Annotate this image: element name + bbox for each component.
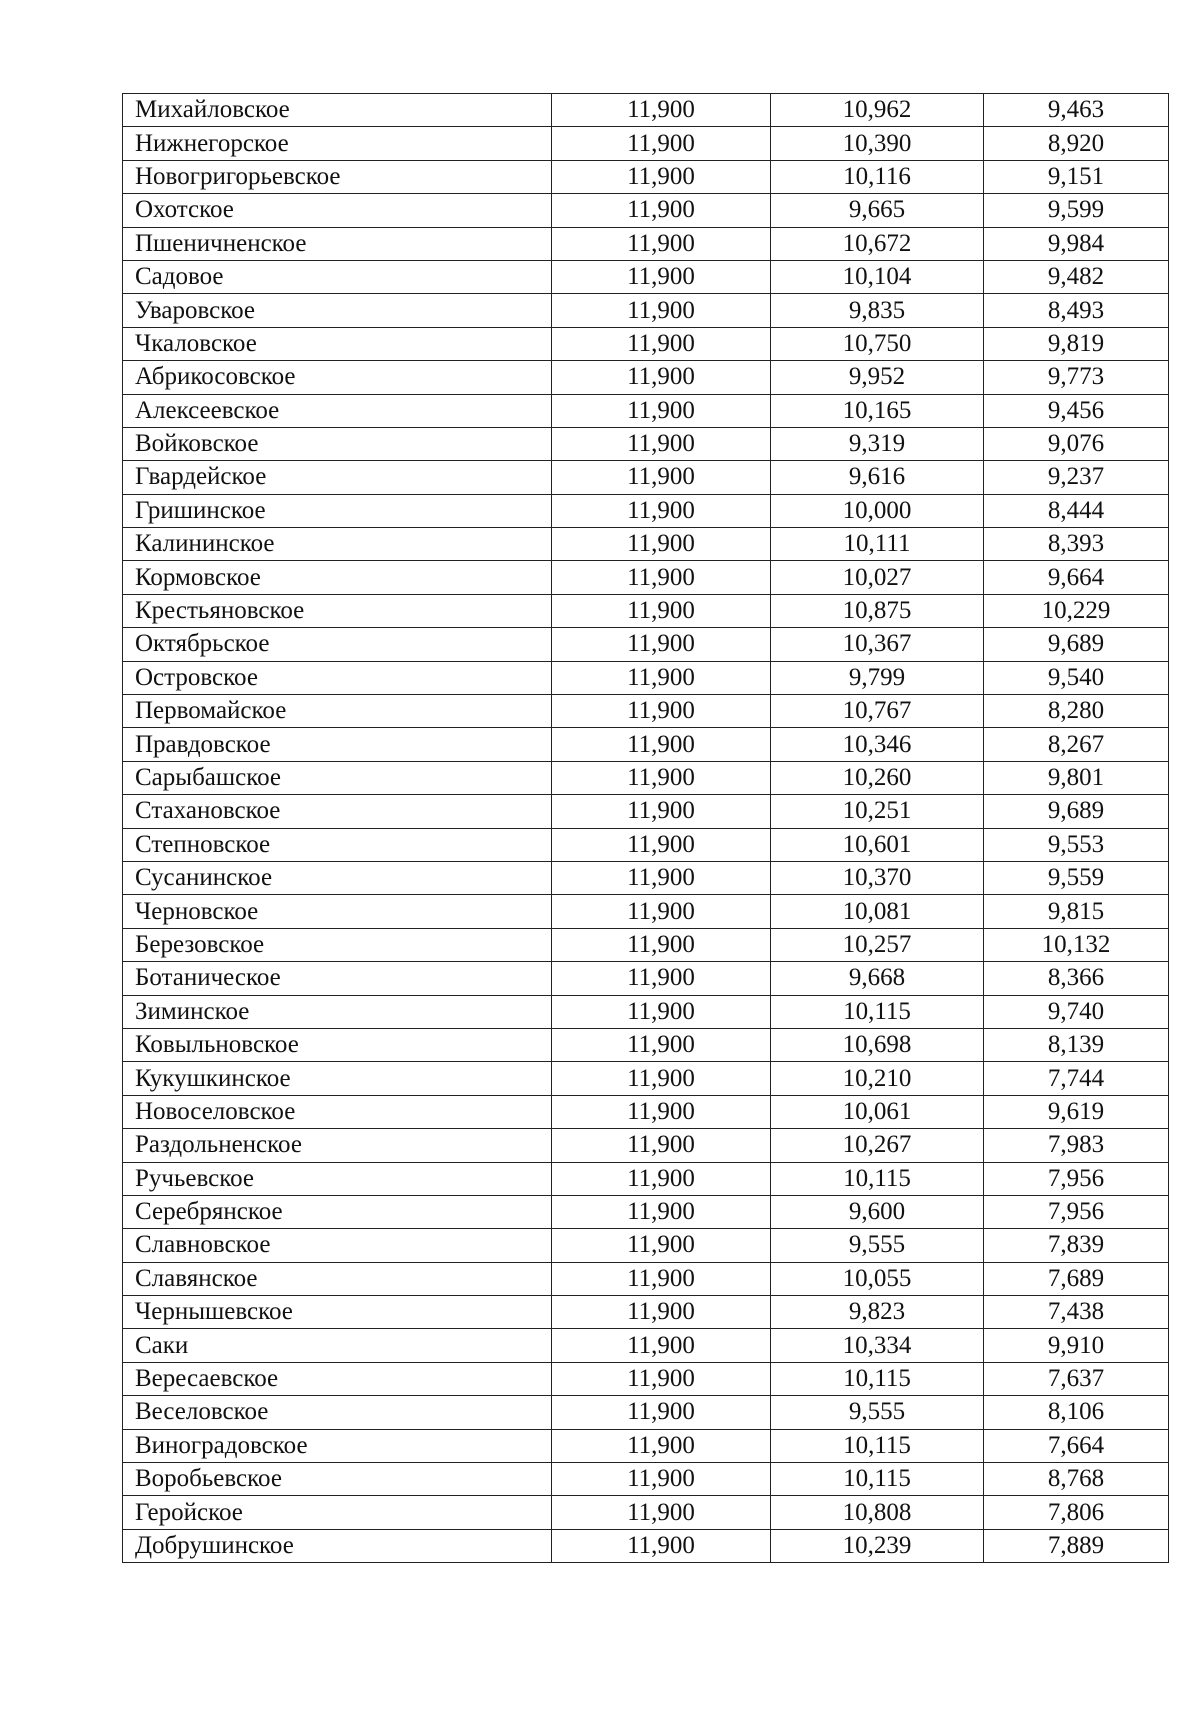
value-cell-1: 11,900 xyxy=(552,561,771,594)
settlements-table xyxy=(122,93,1169,1563)
value-cell-3: 9,819 xyxy=(984,327,1169,360)
value-cell-1: 11,900 xyxy=(552,294,771,327)
value-cell-2: 10,251 xyxy=(771,795,984,828)
table-row xyxy=(123,1062,1169,1095)
value-cell-1: 11,900 xyxy=(552,1229,771,1262)
table-row xyxy=(123,895,1169,928)
value-cell-2: 9,555 xyxy=(771,1396,984,1429)
table-row xyxy=(123,1463,1169,1496)
settlement-name-cell: Раздольненское xyxy=(123,1129,552,1162)
settlement-name-cell: Кукушкинское xyxy=(123,1062,552,1095)
value-cell-2: 10,116 xyxy=(771,160,984,193)
value-cell-3: 9,076 xyxy=(984,427,1169,460)
settlement-name-cell: Первомайское xyxy=(123,695,552,728)
settlement-name-cell: Воробьевское xyxy=(123,1463,552,1496)
settlement-name-cell: Абрикосовское xyxy=(123,361,552,394)
value-cell-2: 9,668 xyxy=(771,962,984,995)
value-cell-3: 7,956 xyxy=(984,1162,1169,1195)
value-cell-1: 11,900 xyxy=(552,94,771,127)
value-cell-1: 11,900 xyxy=(552,194,771,227)
value-cell-3: 10,132 xyxy=(984,928,1169,961)
value-cell-1: 11,900 xyxy=(552,962,771,995)
value-cell-3: 8,768 xyxy=(984,1463,1169,1496)
value-cell-3: 7,637 xyxy=(984,1362,1169,1395)
value-cell-1: 11,900 xyxy=(552,1162,771,1195)
table-row xyxy=(123,1095,1169,1128)
table-row xyxy=(123,761,1169,794)
settlement-name-cell: Березовское xyxy=(123,928,552,961)
value-cell-2: 10,750 xyxy=(771,327,984,360)
settlement-name-cell: Геройское xyxy=(123,1496,552,1529)
settlement-name-cell: Нижнегорское xyxy=(123,127,552,160)
table-row xyxy=(123,1362,1169,1395)
settlement-name-cell: Виноградовское xyxy=(123,1429,552,1462)
value-cell-1: 11,900 xyxy=(552,494,771,527)
settlement-name-cell: Саки xyxy=(123,1329,552,1362)
value-cell-3: 9,559 xyxy=(984,861,1169,894)
table-row xyxy=(123,260,1169,293)
table-row xyxy=(123,361,1169,394)
value-cell-2: 10,962 xyxy=(771,94,984,127)
settlement-name-cell: Михайловское xyxy=(123,94,552,127)
value-cell-3: 8,444 xyxy=(984,494,1169,527)
table-row xyxy=(123,327,1169,360)
value-cell-1: 11,900 xyxy=(552,1296,771,1329)
value-cell-1: 11,900 xyxy=(552,1529,771,1562)
value-cell-2: 10,061 xyxy=(771,1095,984,1128)
value-cell-2: 10,115 xyxy=(771,1162,984,1195)
value-cell-2: 10,698 xyxy=(771,1028,984,1061)
value-cell-2: 10,055 xyxy=(771,1262,984,1295)
value-cell-1: 11,900 xyxy=(552,1496,771,1529)
value-cell-2: 10,115 xyxy=(771,1362,984,1395)
settlement-name-cell: Веселовское xyxy=(123,1396,552,1429)
value-cell-1: 11,900 xyxy=(552,361,771,394)
value-cell-1: 11,900 xyxy=(552,260,771,293)
value-cell-3: 7,839 xyxy=(984,1229,1169,1262)
value-cell-1: 11,900 xyxy=(552,1463,771,1496)
table-row xyxy=(123,561,1169,594)
table-row xyxy=(123,1396,1169,1429)
value-cell-2: 9,600 xyxy=(771,1195,984,1228)
value-cell-1: 11,900 xyxy=(552,327,771,360)
value-cell-2: 10,104 xyxy=(771,260,984,293)
value-cell-3: 9,910 xyxy=(984,1329,1169,1362)
table-row xyxy=(123,1195,1169,1228)
value-cell-2: 10,808 xyxy=(771,1496,984,1529)
value-cell-1: 11,900 xyxy=(552,861,771,894)
settlement-name-cell: Кормовское xyxy=(123,561,552,594)
value-cell-3: 9,984 xyxy=(984,227,1169,260)
value-cell-2: 10,267 xyxy=(771,1129,984,1162)
value-cell-2: 10,346 xyxy=(771,728,984,761)
table-row xyxy=(123,1229,1169,1262)
value-cell-2: 9,952 xyxy=(771,361,984,394)
value-cell-3: 7,744 xyxy=(984,1062,1169,1095)
value-cell-2: 9,665 xyxy=(771,194,984,227)
settlement-name-cell: Вересаевское xyxy=(123,1362,552,1395)
value-cell-2: 10,370 xyxy=(771,861,984,894)
table-row xyxy=(123,427,1169,460)
settlement-name-cell: Октябрьское xyxy=(123,628,552,661)
value-cell-2: 9,616 xyxy=(771,461,984,494)
value-cell-2: 10,115 xyxy=(771,1463,984,1496)
value-cell-3: 7,806 xyxy=(984,1496,1169,1529)
table-row xyxy=(123,1529,1169,1562)
value-cell-3: 7,889 xyxy=(984,1529,1169,1562)
value-cell-3: 9,237 xyxy=(984,461,1169,494)
table-row xyxy=(123,194,1169,227)
value-cell-1: 11,900 xyxy=(552,1429,771,1462)
value-cell-3: 7,956 xyxy=(984,1195,1169,1228)
table-row xyxy=(123,1496,1169,1529)
table-row xyxy=(123,127,1169,160)
value-cell-3: 9,151 xyxy=(984,160,1169,193)
table-row xyxy=(123,1429,1169,1462)
value-cell-3: 9,456 xyxy=(984,394,1169,427)
value-cell-2: 10,115 xyxy=(771,995,984,1028)
table-row xyxy=(123,94,1169,127)
value-cell-1: 11,900 xyxy=(552,761,771,794)
value-cell-2: 10,239 xyxy=(771,1529,984,1562)
table-row xyxy=(123,628,1169,661)
table-row xyxy=(123,728,1169,761)
value-cell-1: 11,900 xyxy=(552,461,771,494)
value-cell-1: 11,900 xyxy=(552,928,771,961)
value-cell-2: 10,257 xyxy=(771,928,984,961)
value-cell-2: 10,334 xyxy=(771,1329,984,1362)
value-cell-3: 7,689 xyxy=(984,1262,1169,1295)
table-row xyxy=(123,227,1169,260)
settlement-name-cell: Новогригорьевское xyxy=(123,160,552,193)
settlement-name-cell: Гвардейское xyxy=(123,461,552,494)
settlement-name-cell: Степновское xyxy=(123,828,552,861)
value-cell-1: 11,900 xyxy=(552,127,771,160)
value-cell-1: 11,900 xyxy=(552,795,771,828)
value-cell-3: 8,920 xyxy=(984,127,1169,160)
value-cell-3: 9,801 xyxy=(984,761,1169,794)
settlement-name-cell: Ковыльновское xyxy=(123,1028,552,1061)
settlement-name-cell: Алексеевское xyxy=(123,394,552,427)
settlement-name-cell: Войковское xyxy=(123,427,552,460)
settlement-name-cell: Сарыбашское xyxy=(123,761,552,794)
table-row xyxy=(123,594,1169,627)
value-cell-2: 9,799 xyxy=(771,661,984,694)
value-cell-1: 11,900 xyxy=(552,628,771,661)
value-cell-3: 9,619 xyxy=(984,1095,1169,1128)
value-cell-1: 11,900 xyxy=(552,160,771,193)
settlements-table-body xyxy=(123,94,1169,1563)
settlement-name-cell: Крестьяновское xyxy=(123,594,552,627)
value-cell-1: 11,900 xyxy=(552,227,771,260)
value-cell-1: 11,900 xyxy=(552,394,771,427)
table-row xyxy=(123,995,1169,1028)
table-row xyxy=(123,528,1169,561)
table-row xyxy=(123,962,1169,995)
table-row xyxy=(123,795,1169,828)
value-cell-3: 9,689 xyxy=(984,628,1169,661)
settlement-name-cell: Сусанинское xyxy=(123,861,552,894)
value-cell-1: 11,900 xyxy=(552,1329,771,1362)
value-cell-2: 10,210 xyxy=(771,1062,984,1095)
value-cell-3: 10,229 xyxy=(984,594,1169,627)
value-cell-3: 8,267 xyxy=(984,728,1169,761)
value-cell-3: 8,139 xyxy=(984,1028,1169,1061)
settlement-name-cell: Калининское xyxy=(123,528,552,561)
value-cell-1: 11,900 xyxy=(552,1095,771,1128)
table-row xyxy=(123,1129,1169,1162)
value-cell-2: 10,875 xyxy=(771,594,984,627)
settlement-name-cell: Ручьевское xyxy=(123,1162,552,1195)
settlement-name-cell: Стахановское xyxy=(123,795,552,828)
value-cell-3: 9,740 xyxy=(984,995,1169,1028)
settlement-name-cell: Добрушинское xyxy=(123,1529,552,1562)
value-cell-2: 9,835 xyxy=(771,294,984,327)
value-cell-1: 11,900 xyxy=(552,528,771,561)
settlement-name-cell: Садовое xyxy=(123,260,552,293)
value-cell-1: 11,900 xyxy=(552,427,771,460)
value-cell-3: 9,553 xyxy=(984,828,1169,861)
value-cell-1: 11,900 xyxy=(552,1129,771,1162)
value-cell-2: 10,165 xyxy=(771,394,984,427)
table-row xyxy=(123,494,1169,527)
value-cell-2: 10,390 xyxy=(771,127,984,160)
table-row xyxy=(123,1028,1169,1061)
settlement-name-cell: Чкаловское xyxy=(123,327,552,360)
table-row xyxy=(123,928,1169,961)
table-row xyxy=(123,160,1169,193)
settlement-name-cell: Островское xyxy=(123,661,552,694)
value-cell-2: 10,367 xyxy=(771,628,984,661)
value-cell-1: 11,900 xyxy=(552,728,771,761)
value-cell-3: 9,599 xyxy=(984,194,1169,227)
value-cell-1: 11,900 xyxy=(552,594,771,627)
table-row xyxy=(123,1329,1169,1362)
settlement-name-cell: Охотское xyxy=(123,194,552,227)
value-cell-3: 9,463 xyxy=(984,94,1169,127)
value-cell-3: 7,438 xyxy=(984,1296,1169,1329)
settlement-name-cell: Правдовское xyxy=(123,728,552,761)
value-cell-1: 11,900 xyxy=(552,828,771,861)
value-cell-3: 8,106 xyxy=(984,1396,1169,1429)
settlement-name-cell: Уваровское xyxy=(123,294,552,327)
settlement-name-cell: Черновское xyxy=(123,895,552,928)
value-cell-1: 11,900 xyxy=(552,1362,771,1395)
value-cell-1: 11,900 xyxy=(552,695,771,728)
value-cell-1: 11,900 xyxy=(552,1262,771,1295)
value-cell-3: 8,280 xyxy=(984,695,1169,728)
value-cell-1: 11,900 xyxy=(552,895,771,928)
value-cell-2: 10,115 xyxy=(771,1429,984,1462)
value-cell-2: 10,601 xyxy=(771,828,984,861)
value-cell-2: 10,081 xyxy=(771,895,984,928)
value-cell-3: 9,773 xyxy=(984,361,1169,394)
value-cell-2: 10,111 xyxy=(771,528,984,561)
settlement-name-cell: Ботаническое xyxy=(123,962,552,995)
table-row xyxy=(123,1162,1169,1195)
value-cell-3: 8,493 xyxy=(984,294,1169,327)
value-cell-1: 11,900 xyxy=(552,1062,771,1095)
value-cell-3: 9,815 xyxy=(984,895,1169,928)
value-cell-1: 11,900 xyxy=(552,995,771,1028)
table-row xyxy=(123,394,1169,427)
value-cell-2: 10,767 xyxy=(771,695,984,728)
settlement-name-cell: Серебрянское xyxy=(123,1195,552,1228)
settlement-name-cell: Славновское xyxy=(123,1229,552,1262)
value-cell-1: 11,900 xyxy=(552,1028,771,1061)
settlement-name-cell: Новоселовское xyxy=(123,1095,552,1128)
value-cell-2: 10,672 xyxy=(771,227,984,260)
table-row xyxy=(123,1262,1169,1295)
value-cell-1: 11,900 xyxy=(552,661,771,694)
table-row xyxy=(123,861,1169,894)
value-cell-2: 10,000 xyxy=(771,494,984,527)
value-cell-2: 9,319 xyxy=(771,427,984,460)
value-cell-3: 7,983 xyxy=(984,1129,1169,1162)
table-row xyxy=(123,695,1169,728)
value-cell-3: 9,540 xyxy=(984,661,1169,694)
table-row xyxy=(123,661,1169,694)
value-cell-3: 9,482 xyxy=(984,260,1169,293)
value-cell-2: 9,823 xyxy=(771,1296,984,1329)
value-cell-3: 9,664 xyxy=(984,561,1169,594)
value-cell-3: 8,366 xyxy=(984,962,1169,995)
value-cell-3: 9,689 xyxy=(984,795,1169,828)
value-cell-3: 7,664 xyxy=(984,1429,1169,1462)
value-cell-2: 9,555 xyxy=(771,1229,984,1262)
settlement-name-cell: Пшеничненское xyxy=(123,227,552,260)
settlement-name-cell: Чернышевское xyxy=(123,1296,552,1329)
value-cell-3: 8,393 xyxy=(984,528,1169,561)
settlement-name-cell: Гришинское xyxy=(123,494,552,527)
value-cell-2: 10,027 xyxy=(771,561,984,594)
settlement-name-cell: Зиминское xyxy=(123,995,552,1028)
value-cell-1: 11,900 xyxy=(552,1195,771,1228)
settlement-name-cell: Славянское xyxy=(123,1262,552,1295)
value-cell-2: 10,260 xyxy=(771,761,984,794)
value-cell-1: 11,900 xyxy=(552,1396,771,1429)
table-row xyxy=(123,828,1169,861)
table-row xyxy=(123,294,1169,327)
table-row xyxy=(123,461,1169,494)
table-row xyxy=(123,1296,1169,1329)
